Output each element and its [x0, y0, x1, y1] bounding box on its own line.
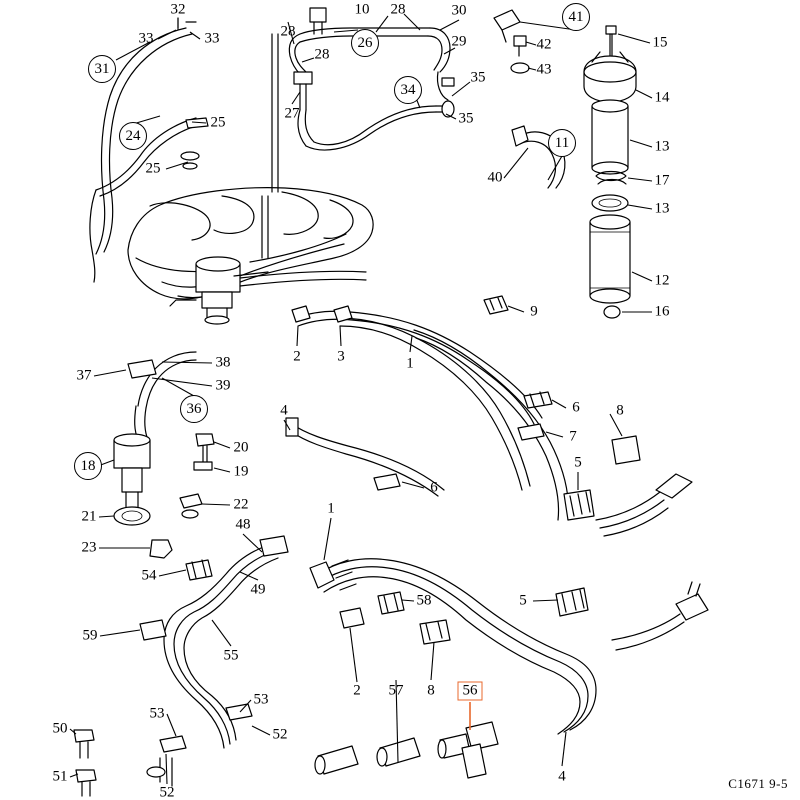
callout-1: 1 — [327, 500, 335, 517]
callout-15: 15 — [652, 34, 668, 51]
callout-42: 42 — [536, 36, 552, 53]
callout-51: 51 — [52, 768, 68, 785]
callout-54: 54 — [141, 567, 157, 584]
callout-34: 34 — [394, 76, 422, 104]
callout-12: 12 — [654, 272, 670, 289]
callout-4: 4 — [280, 402, 288, 419]
lower-left-lines — [74, 536, 288, 796]
callout-49: 49 — [250, 581, 266, 598]
callout-39: 39 — [215, 377, 231, 394]
callout-8: 8 — [427, 682, 435, 699]
callout-38: 38 — [215, 354, 231, 371]
callout-31: 31 — [88, 55, 116, 83]
callout-33: 33 — [204, 30, 220, 47]
callout-28: 28 — [390, 1, 406, 18]
callout-29: 29 — [451, 33, 467, 50]
callout-56: 56 — [458, 682, 483, 701]
callout-40: 40 — [487, 169, 503, 186]
callout-10: 10 — [354, 1, 370, 18]
callout-2: 2 — [293, 348, 301, 365]
callout-35: 35 — [470, 69, 486, 86]
callout-13: 13 — [654, 200, 670, 217]
callout-24: 24 — [119, 122, 147, 150]
callout-13: 13 — [654, 138, 670, 155]
callout-58: 58 — [416, 592, 432, 609]
callout-36: 36 — [180, 395, 208, 423]
callout-32: 32 — [170, 1, 186, 18]
callout-41: 41 — [562, 3, 590, 31]
callout-27: 27 — [284, 105, 300, 122]
callout-20: 20 — [233, 439, 249, 456]
callout-25: 25 — [145, 160, 161, 177]
callout-55: 55 — [223, 647, 239, 664]
callout-35: 35 — [458, 110, 474, 127]
callout-14: 14 — [654, 89, 670, 106]
callout-11: 11 — [548, 129, 576, 157]
callout-6: 6 — [572, 399, 580, 416]
callout-21: 21 — [81, 508, 97, 525]
callout-16: 16 — [654, 303, 670, 320]
callout-33: 33 — [138, 30, 154, 47]
callout-1: 1 — [406, 355, 414, 372]
callout-9: 9 — [530, 303, 538, 320]
callout-50: 50 — [52, 720, 68, 737]
callout-37: 37 — [76, 367, 92, 384]
callout-23: 23 — [81, 539, 97, 556]
callout-48: 48 — [235, 516, 251, 533]
callout-18: 18 — [74, 452, 102, 480]
fuel-pump-group — [114, 352, 214, 558]
callout-5: 5 — [519, 592, 527, 609]
callout-4: 4 — [558, 768, 566, 785]
callout-59: 59 — [82, 627, 98, 644]
callout-52: 52 — [159, 784, 175, 800]
callout-17: 17 — [654, 172, 670, 189]
callout-53: 53 — [149, 705, 165, 722]
callout-3: 3 — [337, 348, 345, 365]
callout-43: 43 — [536, 61, 552, 78]
callout-6: 6 — [430, 479, 438, 496]
callout-53: 53 — [253, 691, 269, 708]
callout-30: 30 — [451, 2, 467, 19]
callout-28: 28 — [280, 23, 296, 40]
main-fuel-lines — [286, 296, 692, 536]
callout-25: 25 — [210, 114, 226, 131]
callout-26: 26 — [351, 29, 379, 57]
callout-22: 22 — [233, 496, 249, 513]
callout-28: 28 — [314, 46, 330, 63]
callout-7: 7 — [569, 428, 577, 445]
callout-19: 19 — [233, 463, 249, 480]
callout-2: 2 — [353, 682, 361, 699]
callout-57: 57 — [388, 682, 404, 699]
upper-fuel-lines — [289, 8, 454, 150]
lower-main-lines — [310, 559, 708, 778]
figure-code: C1671 9-5 — [728, 776, 788, 791]
callout-5: 5 — [574, 454, 582, 471]
callout-8: 8 — [616, 402, 624, 419]
callout-52: 52 — [272, 726, 288, 743]
